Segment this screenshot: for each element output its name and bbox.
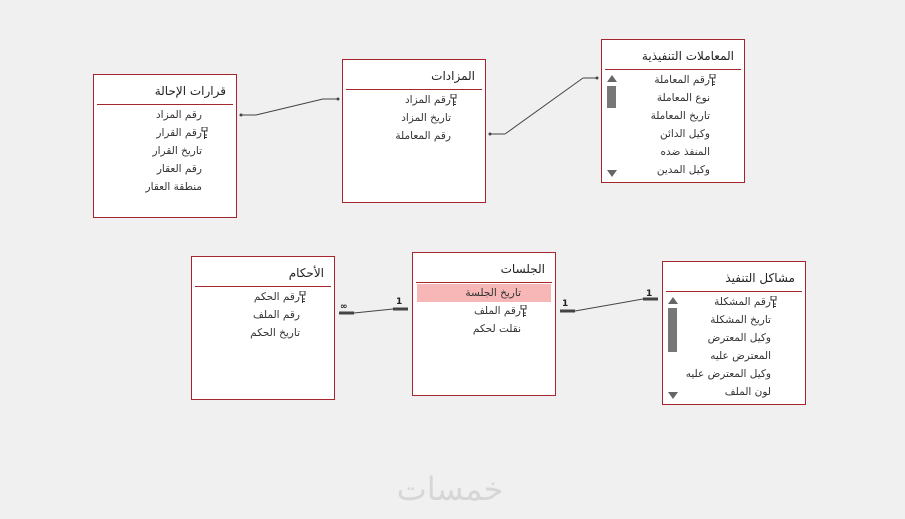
field-label: رقم القرار <box>156 127 202 139</box>
field-item-key[interactable] <box>602 71 744 89</box>
field-item[interactable]: رقم المزاد <box>156 109 202 121</box>
primary-key-icon <box>520 305 527 317</box>
field-item[interactable]: تاريخ المعاملة <box>650 110 710 122</box>
title-divider <box>666 291 802 292</box>
field-item[interactable]: منطقة العقار <box>145 181 202 193</box>
table-auctions[interactable] <box>342 59 486 203</box>
field-item-key[interactable] <box>343 91 485 109</box>
field-item[interactable]: رقم العقار <box>156 163 202 175</box>
relation-referrals-auctions[interactable] <box>240 98 340 117</box>
primary-key-icon <box>201 127 208 139</box>
field-item-key[interactable] <box>192 288 334 306</box>
scroll-up-arrow-icon[interactable] <box>668 297 678 304</box>
field-item[interactable]: وكيل المدين <box>656 164 710 176</box>
field-item[interactable]: وكيل المعترض <box>707 332 771 344</box>
field-list[interactable] <box>413 284 555 338</box>
field-list[interactable] <box>192 288 334 342</box>
table-problems[interactable] <box>662 261 806 405</box>
field-label: رقم المعاملة <box>654 74 710 86</box>
scroll-thumb[interactable] <box>668 308 677 352</box>
scroll-thumb[interactable] <box>607 86 616 108</box>
field-label: رقم المشكلة <box>714 296 771 308</box>
field-item[interactable]: المنفذ ضده <box>660 146 710 158</box>
relation-sessions-problems[interactable] <box>560 289 658 311</box>
field-list[interactable] <box>94 106 236 196</box>
title-divider <box>416 282 552 283</box>
field-item[interactable]: نوع المعاملة <box>656 92 710 104</box>
table-title[interactable]: الأحكام <box>288 266 324 280</box>
table-rulings[interactable] <box>191 256 335 400</box>
scroll-down-arrow-icon[interactable] <box>607 170 617 177</box>
watermark-logo: خمسات <box>396 470 504 508</box>
field-item[interactable]: رقم الملف <box>253 309 300 321</box>
field-item[interactable]: المعترض عليه <box>710 350 771 362</box>
many-cardinality-label: ∞ <box>340 302 348 312</box>
one-cardinality-label: 1 <box>396 297 403 307</box>
field-item-key[interactable] <box>94 124 236 142</box>
field-item[interactable]: تاريخ المشكلة <box>710 314 771 326</box>
field-label: رقم الحكم <box>253 291 300 303</box>
title-divider <box>346 89 482 90</box>
one-cardinality-label-left: 1 <box>562 299 569 309</box>
primary-key-icon <box>450 94 457 106</box>
field-item-selected[interactable]: تاريخ الجلسة <box>417 284 551 302</box>
table-transactions[interactable] <box>601 39 745 183</box>
field-list[interactable] <box>663 293 805 401</box>
table-title[interactable]: الجلسات <box>500 262 545 276</box>
field-item[interactable]: تاريخ الحكم <box>250 327 300 339</box>
field-item[interactable]: تاريخ المزاد <box>401 112 451 124</box>
title-divider <box>97 104 233 105</box>
table-referrals[interactable] <box>93 74 237 218</box>
table-sessions[interactable] <box>412 252 556 396</box>
title-divider <box>195 286 331 287</box>
vertical-scrollbar[interactable] <box>667 295 679 401</box>
vertical-scrollbar[interactable] <box>606 73 618 179</box>
primary-key-icon <box>709 74 716 86</box>
primary-key-icon <box>299 291 306 303</box>
field-item-key[interactable] <box>663 293 805 311</box>
field-list[interactable] <box>602 71 744 179</box>
field-label: رقم الملف <box>474 305 521 317</box>
field-item[interactable]: وكيل المعترض عليه <box>685 368 771 380</box>
field-item[interactable]: نقلت لحكم <box>472 323 521 335</box>
field-item[interactable]: لون الملف <box>724 386 771 398</box>
field-list[interactable] <box>343 91 485 145</box>
title-divider <box>605 69 741 70</box>
field-item[interactable]: تاريخ القرار <box>152 145 202 157</box>
scroll-down-arrow-icon[interactable] <box>668 392 678 399</box>
table-title[interactable]: المزادات <box>431 69 475 83</box>
table-title[interactable]: قرارات الإحالة <box>154 84 226 98</box>
scroll-up-arrow-icon[interactable] <box>607 75 617 82</box>
table-title[interactable]: مشاكل التنفيذ <box>725 271 795 285</box>
table-title[interactable]: المعاملات التنفيذية <box>641 49 734 63</box>
relation-auctions-transactions[interactable] <box>489 77 599 136</box>
field-item[interactable]: رقم المعاملة <box>395 130 451 142</box>
one-cardinality-label-right: 1 <box>646 289 653 299</box>
field-label: رقم المزاد <box>405 94 451 106</box>
relation-rulings-sessions[interactable] <box>339 297 408 313</box>
primary-key-icon <box>770 296 777 308</box>
field-item[interactable]: وكيل الدائن <box>660 128 710 140</box>
field-item-key[interactable] <box>413 302 555 320</box>
